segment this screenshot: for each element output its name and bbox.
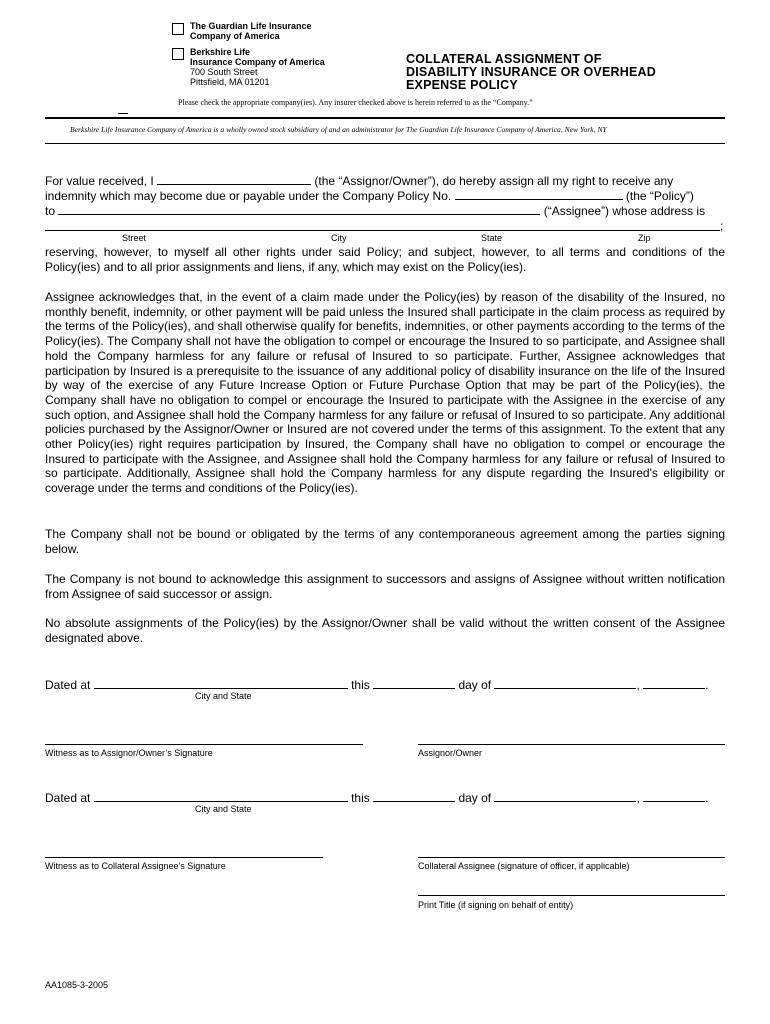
this-label: this	[351, 791, 370, 805]
day-field-1[interactable]	[373, 677, 455, 689]
comma-1: ,	[636, 678, 640, 692]
day-of-label: day of	[458, 678, 492, 692]
print-title-line[interactable]	[418, 895, 725, 896]
title-line-1: COLLATERAL ASSIGNMENT OF	[406, 52, 602, 66]
witness-assignee-signature-line[interactable]	[45, 857, 323, 858]
assignee-text: (“Assignee”) whose address is	[543, 204, 706, 218]
company1-line1: The Guardian Life Insurance	[190, 21, 312, 31]
year-field-2[interactable]	[643, 790, 705, 802]
city-state-label-2: City and State	[195, 804, 252, 814]
witness-owner-signature-line[interactable]	[45, 744, 363, 745]
policy-number-field[interactable]	[455, 188, 623, 200]
company2-line1: Berkshire Life	[190, 47, 251, 57]
city-state-field-2[interactable]	[94, 790, 348, 802]
company2-street: 700 South Street	[190, 67, 258, 77]
guardian-checkbox[interactable]	[172, 23, 184, 35]
period-1: .	[705, 678, 709, 692]
acknowledgment-paragraph: Assignee acknowledges that, in the event of a claim made under the Policy(ies) by reason of the disability of the Insured, no monthly benefit, indemnity, or other payment will be paid unless the Insured shall participate in the claim process as required by the terms of the Policy(ies), and shall otherwise qualify for benefits, indemnities, or other payments according to the terms of the Policy(ies). The Company shall not have the obligation to compel or encourage the Insured to so participate, and Assignee shall hold the Company harmless for any failure or refusal of Insured to so participate. Further, Assignee acknowledges that participation by Insured is a prerequisite to the issuance of any additional policy of disability insurance on the life of the Insured by way of the exercise of any Future Increase Option or Future Purchase Option that may be part of the Policy(ies), the Company shall have no obligation to compel or encourage the Insured to participate with the Assignee in the exercise of any such option, and Assignee shall hold the Company harmless for any failure or refusal of Insured to so participate. Any additional policies purchased by the Assignor/Owner or Insured are not covered under the terms of this assignment. To the extent that any other Policy(ies) right requires participation by Insured, the Company shall have no obligation to compel or encourage the Insured to participate with the Assignee, and Assignee shall hold the Company harmless for any failure or refusal of Insured to so participate. Additionally, Assignee shall hold the Company harmless for any dispute regarding the Insured's eligibility or coverage under the terms and conditions of the Policy(ies).	[45, 290, 725, 496]
zip-label: Zip	[638, 233, 651, 243]
subsidiary-note: Berkshire Life Insurance Company of America is a wholly owned stock subsidiary of and an administrator for The Guardian Life Insurance Company of America, New York, NY	[70, 125, 607, 134]
dated-at-label: Dated at	[45, 791, 91, 805]
day-field-2[interactable]	[373, 790, 455, 802]
reserving-paragraph: reserving, however, to myself all other rights under said Policy; and subject, however, to all terms and conditions of the Policy(ies) and to all prior assignments and liens, if any, which may exist on the Policy(ies).	[45, 245, 725, 274]
company1-name	[190, 21, 312, 41]
assignee-name-field[interactable]	[58, 203, 540, 215]
for-value-text: For value received, I	[45, 174, 154, 188]
dated-row-1	[45, 677, 709, 692]
dated-row-2	[45, 790, 709, 805]
title-line-2: DISABILITY INSURANCE OR OVERHEAD	[406, 65, 656, 79]
header-rule-bottom	[45, 143, 725, 144]
line-assignor	[45, 173, 673, 188]
city-state-label-1: City and State	[195, 691, 252, 701]
successors-paragraph: The Company is not bound to acknowledge this assignment to successors and assigns of Assignee without written notification from Assignee of said successor or assign.	[45, 572, 725, 601]
comma-2: ,	[636, 791, 640, 805]
collateral-assignee-signature-line[interactable]	[418, 857, 725, 858]
assignor-owner-label: Assignor/Owner	[418, 748, 483, 758]
city-label: City	[331, 233, 347, 243]
address-field[interactable]	[45, 230, 720, 231]
address-semicolon: ;	[720, 219, 724, 233]
title-line-3: EXPENSE POLICY	[406, 78, 518, 92]
assignor-name-field[interactable]	[157, 173, 311, 185]
indemnity-text: indemnity which may become due or payable under the Company Policy No.	[45, 189, 452, 203]
year-field-1[interactable]	[643, 677, 705, 689]
witness-assignee-label: Witness as to Collateral Assignee's Signature	[45, 861, 226, 871]
company1-line2: Company of America	[190, 31, 280, 41]
header-rule-tick	[118, 113, 128, 114]
company2-line2: Insurance Company of America	[190, 57, 325, 67]
collateral-assignee-label: Collateral Assignee (signature of officer, if applicable)	[418, 861, 630, 871]
line-policy	[45, 188, 694, 203]
berkshire-checkbox[interactable]	[172, 48, 184, 60]
form-title	[406, 53, 656, 92]
this-label: this	[351, 678, 370, 692]
header-rule	[45, 117, 725, 119]
assignor-text: (the “Assignor/Owner”), do hereby assign all my right to receive any	[314, 174, 674, 188]
state-label: State	[481, 233, 503, 243]
month-field-1[interactable]	[494, 677, 636, 689]
day-of-label: day of	[458, 791, 492, 805]
month-field-2[interactable]	[494, 790, 636, 802]
bound-paragraph: The Company shall not be bound or obligated by the terms of any contemporaneous agreement among the parties signing below.	[45, 527, 725, 556]
witness-owner-label: Witness as to Assignor/Owner’s Signature	[45, 748, 213, 758]
print-title-label: Print Title (if signing on behalf of entity)	[418, 900, 574, 910]
dated-at-label: Dated at	[45, 678, 91, 692]
street-label: Street	[122, 233, 147, 243]
period-2: .	[705, 791, 709, 805]
to-text: to	[45, 204, 56, 218]
policy-text: (the “Policy”)	[625, 189, 694, 203]
line-assignee	[45, 203, 705, 218]
form-number: AA1085-3-2005	[45, 980, 109, 990]
consent-paragraph: No absolute assignments of the Policy(ies) by the Assignor/Owner shall be valid without the written consent of the Assignee designated above.	[45, 616, 725, 645]
assignor-owner-signature-line[interactable]	[418, 744, 725, 745]
company2-city: Pittsfield, MA 01201	[190, 77, 270, 87]
check-note: Please check the appropriate company(ies). Any insurer checked above is herein referred to as the “Company.”	[178, 98, 533, 107]
city-state-field-1[interactable]	[94, 677, 348, 689]
company2-block	[190, 47, 325, 87]
